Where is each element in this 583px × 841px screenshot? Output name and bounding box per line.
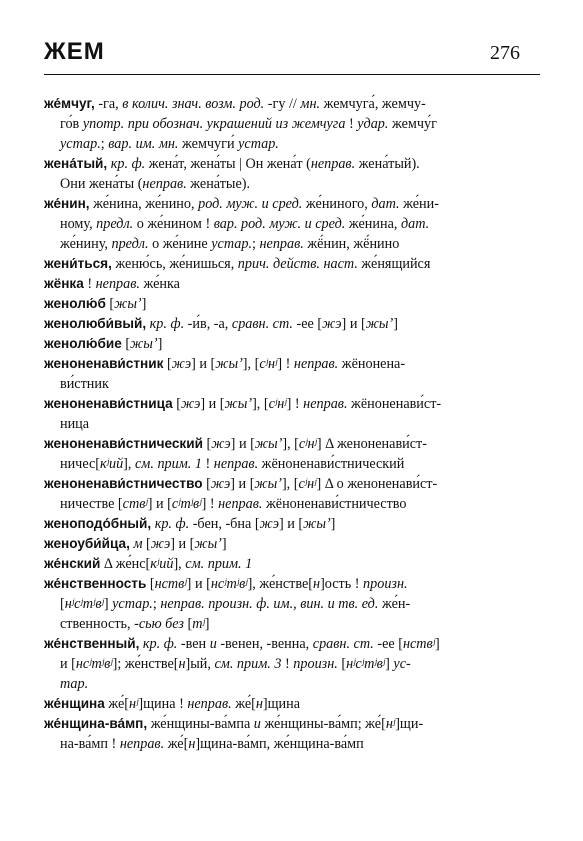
italic-note: н	[178, 656, 186, 672]
entry-line	[44, 554, 540, 574]
italic-note: сʲнʲ	[298, 436, 317, 452]
entry-text: ]	[204, 616, 210, 632]
entry-line	[44, 314, 540, 334]
running-head: ЖЕМ	[44, 38, 105, 65]
italic-note: тʲ	[192, 616, 205, 632]
entry-text: ;	[100, 136, 109, 152]
italic-note: сʲнʲ	[259, 356, 278, 372]
entry-text: жена́т, жена́ты | Он жена́т (	[145, 156, 311, 172]
dictionary-entry	[44, 294, 540, 314]
italic-note: нсʲтʲвʲ	[210, 576, 248, 592]
italic-note: неправ.	[303, 396, 348, 412]
italic-note: и	[253, 716, 261, 732]
entry-text: [	[105, 296, 115, 312]
italic-note: н	[313, 576, 321, 592]
entry-text: же́нина, же́нино,	[89, 196, 199, 212]
entry-text: [	[183, 616, 193, 632]
italic-note: неправ.	[293, 356, 339, 372]
entry-text: о же́нине	[148, 236, 212, 252]
entry-text: !	[201, 456, 214, 472]
dictionary-entry	[44, 334, 540, 354]
entry-line	[44, 494, 540, 514]
dictionary-entry	[44, 254, 540, 274]
entry-text: ничес[	[60, 456, 100, 472]
entry-text: ]	[221, 536, 227, 552]
italic-note: нʲ	[385, 716, 396, 732]
italic-note: нʲсʲтʲвʲ	[64, 596, 104, 612]
entry-text: ], [	[281, 476, 299, 492]
entry-text: -вен	[177, 636, 210, 652]
entry-text: жемчу́г	[388, 116, 437, 132]
entry-line	[44, 234, 540, 254]
header-rule	[44, 74, 540, 75]
entry-text: же́нщины-ва́мпа	[147, 716, 254, 732]
italic-note: употр. при обознач. украшений из жемчуга	[82, 116, 346, 132]
entry-text: -ее [	[292, 316, 323, 332]
entry-text: же́нину,	[60, 236, 112, 252]
italic-note: устар.	[60, 136, 101, 152]
headword: женоненави́стничество	[44, 476, 203, 491]
italic-note: мн.	[300, 96, 321, 112]
entry-text: же́нка	[139, 276, 180, 292]
italic-note: см. прим. 1	[135, 456, 202, 472]
italic-note: жыʼ	[365, 316, 394, 332]
italic-note: сравн. ст.	[312, 636, 374, 652]
entry-line	[44, 614, 540, 634]
italic-note: устар.	[112, 596, 153, 612]
italic-note: жэ	[180, 396, 201, 412]
entry-text: -и́в, -а,	[184, 316, 232, 332]
dictionary-entry	[44, 474, 540, 514]
entry-text: жёноненави́стничество	[262, 496, 407, 512]
italic-note: кʲий	[150, 556, 174, 572]
italic-note: сʲтʲвʲ	[171, 496, 202, 512]
headword: же́нский	[44, 556, 101, 571]
italic-note: жыʼ	[130, 336, 158, 352]
entry-text: о же́нином !	[133, 216, 214, 232]
entry-text: ] и [	[200, 396, 225, 412]
italic-note: неправ.	[142, 176, 187, 192]
italic-note: и	[209, 636, 217, 652]
entry-line	[44, 414, 540, 434]
dictionary-entry	[44, 314, 540, 334]
entry-text: жена́тый).	[355, 156, 420, 172]
entry-text: -венен, -венна,	[216, 636, 313, 652]
italic-note: н	[188, 736, 196, 752]
entry-text: ;	[252, 236, 260, 252]
entry-text: ] !	[201, 496, 219, 512]
italic-note: кр. ф.	[149, 316, 185, 332]
italic-note: кр. ф.	[110, 156, 146, 172]
entry-text: же́[	[104, 696, 130, 712]
entry-text: ] и [	[170, 536, 195, 552]
italic-note: кр. ф.	[142, 636, 178, 652]
headword: жени́ться,	[44, 256, 112, 271]
entry-line	[44, 174, 540, 194]
entry-text: женю́сь, же́нишься,	[111, 256, 238, 272]
dictionary-entry	[44, 634, 540, 694]
entry-text: [	[142, 536, 151, 552]
entry-text: ]	[393, 316, 398, 332]
entry-line	[44, 734, 540, 754]
dictionary-entry	[44, 574, 540, 634]
entry-line	[44, 594, 540, 614]
entry-text: ственность,	[60, 616, 135, 632]
entry-line	[44, 94, 540, 114]
entry-line	[44, 294, 540, 314]
entry-text: [	[146, 576, 155, 592]
entry-text: -гу //	[264, 96, 301, 112]
entry-text: ] и [	[341, 316, 366, 332]
entry-text: же́[	[231, 696, 256, 712]
headword: же́нственный,	[44, 636, 140, 651]
entry-text: жёноненави́ст-	[347, 396, 442, 412]
headword: же́нщина	[44, 696, 105, 711]
entry-text: ] !	[286, 396, 304, 412]
entry-text: ]; же́нстве[	[112, 656, 179, 672]
italic-note: неправ.	[119, 736, 165, 752]
italic-note: тар.	[60, 676, 89, 692]
entry-text: жена́тые).	[186, 176, 251, 192]
entry-line	[44, 434, 540, 454]
page-number: 276	[490, 42, 520, 64]
entry-line	[44, 714, 540, 734]
entry-text: -га,	[94, 96, 123, 112]
italic-note: н	[255, 696, 263, 712]
italic-note: устар.	[211, 236, 252, 252]
headword: же́нщина-ва́мп,	[44, 716, 148, 731]
italic-note: жыʼ	[114, 296, 142, 312]
italic-note: сʲнʲ	[268, 396, 287, 412]
entry-text: ] !	[277, 356, 294, 372]
entry-text: [	[60, 596, 65, 612]
entry-text: [	[172, 396, 181, 412]
italic-note: см. прим. 1	[185, 556, 253, 572]
italic-note: сʲнʲ	[298, 476, 317, 492]
italic-note: нствʲ	[402, 636, 436, 652]
entry-text: ], [	[282, 436, 299, 452]
italic-note: см. прим. 3	[214, 656, 282, 672]
entry-line	[44, 374, 540, 394]
entry-text: же́[	[164, 736, 189, 752]
dictionary-entry	[44, 514, 540, 534]
entry-text: же́н-	[378, 596, 411, 612]
italic-note: жэ	[322, 316, 342, 332]
italic-note: жэ	[211, 436, 231, 452]
entry-line	[44, 694, 540, 714]
entry-line	[44, 154, 540, 174]
entry-text: ]щина	[262, 696, 301, 712]
italic-note: неправ. произн. ф. им., вин. и тв. ед.	[160, 596, 379, 612]
entry-text: ]ость !	[320, 576, 364, 592]
entry-text: на-ва́мп !	[60, 736, 120, 752]
dictionary-entry	[44, 354, 540, 394]
entry-text: [	[202, 476, 211, 492]
entry-text: же́нина,	[345, 216, 401, 232]
entry-text: ] и [	[230, 476, 255, 492]
entry-text: [	[202, 436, 212, 452]
entry-text: ]щина-ва́мп, же́нщина-ва́мп	[195, 736, 364, 752]
dictionary-entry	[44, 394, 540, 434]
italic-note: неправ.	[259, 236, 304, 252]
italic-note: жыʼ	[224, 396, 253, 412]
entry-text: ]ый,	[185, 656, 215, 672]
entry-text: жемчуги́	[178, 136, 239, 152]
entry-text: !	[345, 116, 358, 132]
italic-note: жэ	[210, 476, 231, 492]
entry-text: !	[281, 656, 294, 672]
entry-text: ]щи-	[395, 716, 424, 732]
entry-text: ви́стник	[60, 376, 109, 392]
entry-text: и [	[60, 656, 76, 672]
entry-text: ] Δ женоненави́ст-	[316, 436, 427, 452]
entry-text: же́нящийся	[357, 256, 431, 272]
headword: же́нственность	[44, 576, 147, 591]
entry-line	[44, 194, 540, 214]
entry-text: ]	[385, 656, 394, 672]
entries-column	[44, 94, 540, 754]
entry-text: ], [	[252, 396, 269, 412]
entry-text: ] и [	[191, 356, 216, 372]
entry-text: [	[121, 336, 131, 352]
entry-line	[44, 534, 540, 554]
entry-text: же́ни-	[399, 196, 439, 212]
headword: женолюби́вый,	[44, 316, 147, 331]
entry-line	[44, 634, 540, 654]
italic-note: вар. им. мн.	[108, 136, 179, 152]
entry-text: го́в	[60, 116, 83, 132]
italic-note: жэ	[259, 516, 279, 532]
entry-text: [	[163, 356, 172, 372]
italic-note: предл.	[96, 216, 134, 232]
headword: женоподо́бный,	[44, 516, 152, 531]
entry-text: жёноненави́стнический	[258, 456, 405, 472]
italic-note: нʲсʲтʲвʲ	[346, 656, 386, 672]
headword: женоненави́стница	[44, 396, 173, 411]
italic-note: жыʼ	[194, 536, 222, 552]
entry-line	[44, 654, 540, 674]
dictionary-entry	[44, 714, 540, 754]
entry-text: ;	[152, 596, 161, 612]
entry-text: ]	[141, 296, 147, 312]
entry-text: ]	[435, 636, 440, 652]
italic-note: произн.	[363, 576, 408, 592]
italic-note: жыʼ	[215, 356, 243, 372]
dictionary-entry	[44, 94, 540, 154]
headword: жёнка	[44, 276, 84, 291]
entry-line	[44, 134, 540, 154]
headword: женоненави́стник	[44, 356, 164, 371]
entry-text: жё́нин, жё́нино	[303, 236, 400, 252]
headword: женоуби́йца,	[44, 536, 130, 551]
entry-line	[44, 214, 540, 234]
italic-note: нʲ	[129, 696, 139, 712]
italic-note: жыʼ	[254, 476, 282, 492]
entry-text: ], же́нстве[	[247, 576, 314, 592]
italic-note: нствʲ	[154, 576, 187, 592]
italic-note: сравн. ст.	[231, 316, 293, 332]
italic-note: -сью без	[134, 616, 184, 632]
italic-note: неправ.	[310, 156, 356, 172]
entry-line	[44, 394, 540, 414]
italic-note: кʲий	[100, 456, 124, 472]
italic-note: ствʲ	[122, 496, 148, 512]
entry-text: ничестве [	[60, 496, 123, 512]
headword: женолю́б	[44, 296, 106, 311]
entry-line	[44, 354, 540, 374]
entry-text: ], [	[242, 356, 260, 372]
entry-line	[44, 514, 540, 534]
italic-note: м	[133, 536, 143, 552]
entry-text: ница	[60, 416, 90, 432]
italic-note: жэ	[150, 536, 171, 552]
italic-note: род. муж. и сред.	[198, 196, 303, 212]
entry-text: ] и [	[230, 436, 255, 452]
italic-note: предл.	[111, 236, 149, 252]
italic-note: удар.	[357, 116, 389, 132]
italic-note: жыʼ	[303, 516, 331, 532]
entry-text: ному,	[60, 216, 97, 232]
entry-text: ]	[157, 336, 163, 352]
entry-text: !	[83, 276, 96, 292]
italic-note: неправ.	[213, 456, 259, 472]
entry-line	[44, 334, 540, 354]
dictionary-entry	[44, 534, 540, 554]
entry-line	[44, 274, 540, 294]
italic-note: в колич. знач. возм. род.	[122, 96, 265, 112]
entry-line	[44, 454, 540, 474]
entry-line	[44, 674, 540, 694]
entry-text: ]щина !	[138, 696, 188, 712]
italic-note: дат.	[371, 196, 400, 212]
entry-text: ] и [	[147, 496, 172, 512]
italic-note: прич. действ. наст.	[237, 256, 358, 272]
italic-note: неправ.	[218, 496, 263, 512]
italic-note: произн.	[293, 656, 338, 672]
dictionary-entry	[44, 694, 540, 714]
entry-text: же́нщины-ва́мп; же́[	[260, 716, 386, 732]
entry-text: -ее [	[373, 636, 403, 652]
entry-text: ],	[173, 556, 186, 572]
italic-note: вар. род. муж. и сред.	[213, 216, 346, 232]
headword: женолю́бие	[44, 336, 122, 351]
entry-text: ],	[123, 456, 135, 472]
entry-text: ]	[330, 516, 336, 532]
italic-note: ус-	[393, 656, 411, 672]
entry-text: ]	[103, 596, 113, 612]
entry-text: же́нинoго,	[302, 196, 372, 212]
entry-text: жёнонена-	[338, 356, 406, 372]
entry-text: ] и [	[279, 516, 304, 532]
entry-text: ] и [	[186, 576, 211, 592]
headword: жена́тый,	[44, 156, 108, 171]
italic-note: дат.	[400, 216, 430, 232]
headword: же́мчуг,	[44, 96, 95, 111]
entry-line	[44, 474, 540, 494]
entry-line	[44, 254, 540, 274]
italic-note: неправ.	[95, 276, 140, 292]
entry-text: Они жена́ты (	[60, 176, 143, 192]
dictionary-entry	[44, 194, 540, 254]
italic-note: жэ	[171, 356, 192, 372]
entry-text: Δ же́нс[	[100, 556, 151, 572]
italic-note: нсʲтʲвʲ	[75, 656, 113, 672]
entry-text: [	[337, 656, 347, 672]
dictionary-entry	[44, 154, 540, 194]
italic-note: кр. ф.	[154, 516, 190, 532]
italic-note: жыʼ	[254, 436, 283, 452]
italic-note: неправ.	[187, 696, 232, 712]
dictionary-entry	[44, 274, 540, 294]
dictionary-entry	[44, 434, 540, 474]
entry-line	[44, 574, 540, 594]
entry-text: -бен, -бна [	[189, 516, 260, 532]
headword: женоненави́стнический	[44, 436, 203, 451]
entry-text: жемчуга́, жемчу-	[320, 96, 426, 112]
entry-line	[44, 114, 540, 134]
italic-note: устар.	[238, 136, 279, 152]
dictionary-entry	[44, 554, 540, 574]
entry-text: ] Δ о женоненави́ст-	[316, 476, 438, 492]
headword: же́нин,	[44, 196, 90, 211]
